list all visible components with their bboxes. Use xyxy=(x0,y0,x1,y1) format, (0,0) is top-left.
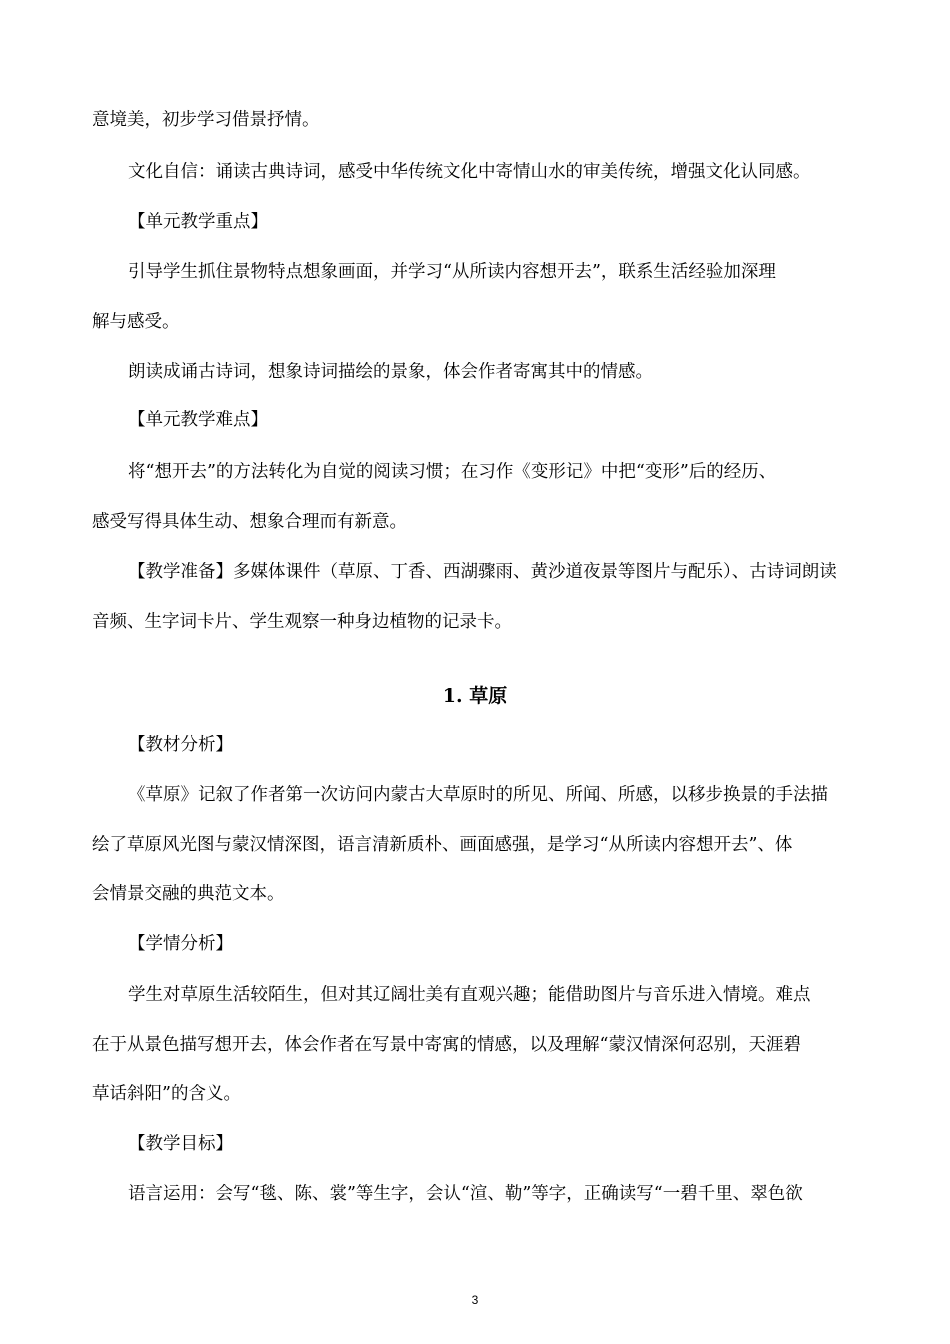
section-label: 【教学目标】 xyxy=(128,1134,233,1154)
paragraph-line: 感受写得具体生动、想象合理而有新意。 xyxy=(92,512,407,532)
paragraph-line: 《草原》记叙了作者第一次访问内蒙古大草原时的所见、所闻、所感，以移步换景的手法描 xyxy=(128,785,828,805)
paragraph-line: 文化自信：诵读古典诗词，感受中华传统文化中寄情山水的审美传统，增强文化认同感。 xyxy=(128,162,811,182)
paragraph-line: 意境美，初步学习借景抒情。 xyxy=(92,110,320,130)
section-label: 【教材分析】 xyxy=(128,735,233,755)
paragraph-line: 引导学生抓住景物特点想象画面，并学习“从所读内容想开去”，联系生活经验加深理 xyxy=(128,262,776,282)
paragraph-line: 将“想开去”的方法转化为自觉的阅读习惯；在习作《变形记》中把“变形”后的经历、 xyxy=(128,462,777,482)
paragraph-line: 语言运用：会写“毯、陈、裳”等生字，会认“渲、勒”等字，正确读写“一碧千里、翠色欲 xyxy=(128,1184,803,1204)
paragraph-line: 会情景交融的典范文本。 xyxy=(92,884,285,904)
page-number: 3 xyxy=(471,1293,479,1307)
paragraph-line: 朗读成诵古诗词，想象诗词描绘的景象，体会作者寄寓其中的情感。 xyxy=(128,362,653,382)
section-label: 【单元教学难点】 xyxy=(128,410,268,430)
paragraph-line: 学生对草原生活较陌生，但对其辽阔壮美有直观兴趣；能借助图片与音乐进入情境。难点 xyxy=(128,985,811,1005)
lesson-title: 1. 草原 xyxy=(442,685,508,707)
section-label: 【学情分析】 xyxy=(128,934,233,954)
paragraph-line: 音频、生字词卡片、学生观察一种身边植物的记录卡。 xyxy=(92,612,512,632)
paragraph-line: 绘了草原风光图与蒙汉情深图，语言清新质朴、画面感强，是学习“从所读内容想开去”、体 xyxy=(92,835,793,855)
paragraph-line: 草话斜阳”的含义。 xyxy=(92,1084,241,1104)
paragraph-line: 解与感受。 xyxy=(92,312,180,332)
paragraph-line: 【教学准备】多媒体课件（草原、丁香、西湖骤雨、黄沙道夜景等图片与配乐）、古诗词朗读 xyxy=(128,562,837,582)
paragraph-line: 在于从景色描写想开去，体会作者在写景中寄寓的情感，以及理解“蒙汉情深何忍别，天涯碧 xyxy=(92,1035,801,1055)
section-label: 【单元教学重点】 xyxy=(128,212,268,232)
